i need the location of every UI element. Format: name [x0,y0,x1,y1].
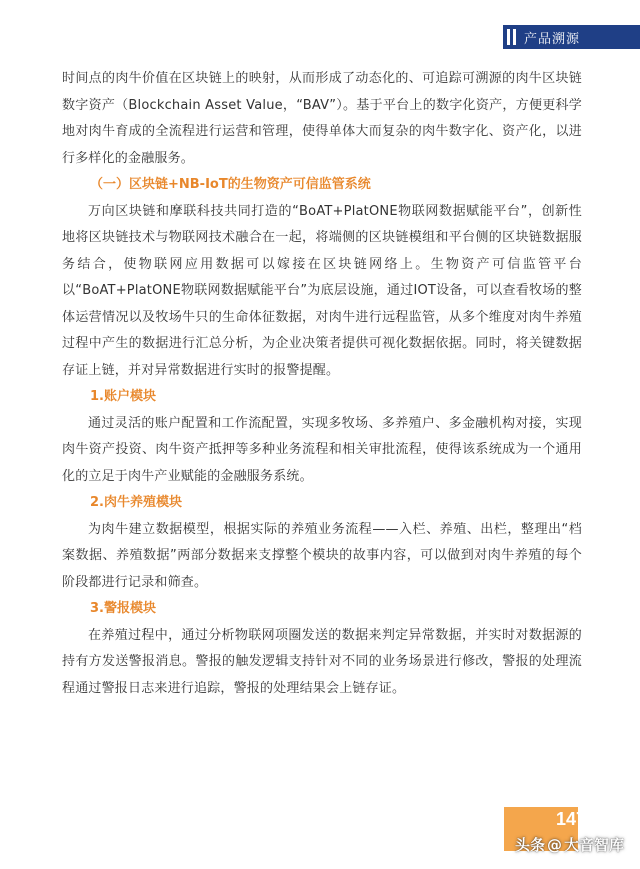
paragraph-breeding: 为肉牛建立数据模型，根据实际的养殖业务流程——入栏、养殖、出栏，整理出“档案数据、养殖数据”两部分数据来支撑整个模块的故事内容，可以做到对肉牛养殖的每个阶段都进行记录和筛查。 [62,521,582,590]
subsection-heading-alarm: 3.警报模块 [90,601,156,616]
section-heading-main: （一）区块链+NB-IoT的生物资产可信监管系统 [90,177,371,192]
watermark [515,834,624,855]
section-header-tab [503,25,640,49]
subsection-heading-account: 1.账户模块 [90,389,156,404]
subsection-heading-breeding: 2.肉牛养殖模块 [90,495,182,510]
paragraph-alarm: 在养殖过程中，通过分析物联网项圈发送的数据来判定异常数据，并实时对数据源的持有方发送警报消息。警报的触发逻辑支持针对不同的业务场景进行修改，警报的处理流程通过警报日志来进行追踪，警报的处理结果会上链存证。 [62,627,582,696]
section-header-title: 产品溯源 [524,31,581,47]
article-body [62,66,582,702]
paragraph-platform: 万向区块链和摩联科技共同打造的“BoAT+PlatONE物联网数据赋能平台”，创新性地将区块链技术与物联网技术融合在一起，将端侧的区块链模组和平台侧的区块链数据服务结合，使物联网应用数据可以嫁接在区块链网络上。生物资产可信监管平台以“BoAT+PlatONE物联网数据赋能平台”为底层设施，通过IOT设备，可以查看牧场的整体运营情况以及牧场牛只的生命体征数据，对肉牛进行远程监管，从多个维度对肉牛养殖过程中产生的数据进行汇总分析，为企业决策者提供可视化数据依据。同时，将关键数据存证上链，并对异常数据进行实时的报警提醒。 [62,203,582,378]
watermark-name: 大音智库 [563,836,624,854]
page-number: 147 [556,809,587,829]
watermark-at: @ [546,835,562,854]
paragraph-bav: 时间点的肉牛价值在区块链上的映射，从而形成了动态化的、可追踪可溯源的肉牛区块链数字资产（Blockchain Asset Value，“BAV”）。基于平台上的数字化资产，方便更科学地对肉牛育成的全流程进行运营和管理，使得单体大而复杂的肉牛数字化、资产化，以进行多样化的金融服务。 [62,71,582,166]
watermark-source: 头条 [514,836,545,854]
header-bars-decoration [507,29,516,45]
paragraph-account: 通过灵活的账户配置和工作流配置，实现多牧场、多养殖户、多金融机构对接，实现肉牛资产投资、肉牛资产抵押等多种业务流程和相关审批流程，使得该系统成为一个通用化的立足于肉牛产业赋能的金融服务系统。 [62,415,582,484]
